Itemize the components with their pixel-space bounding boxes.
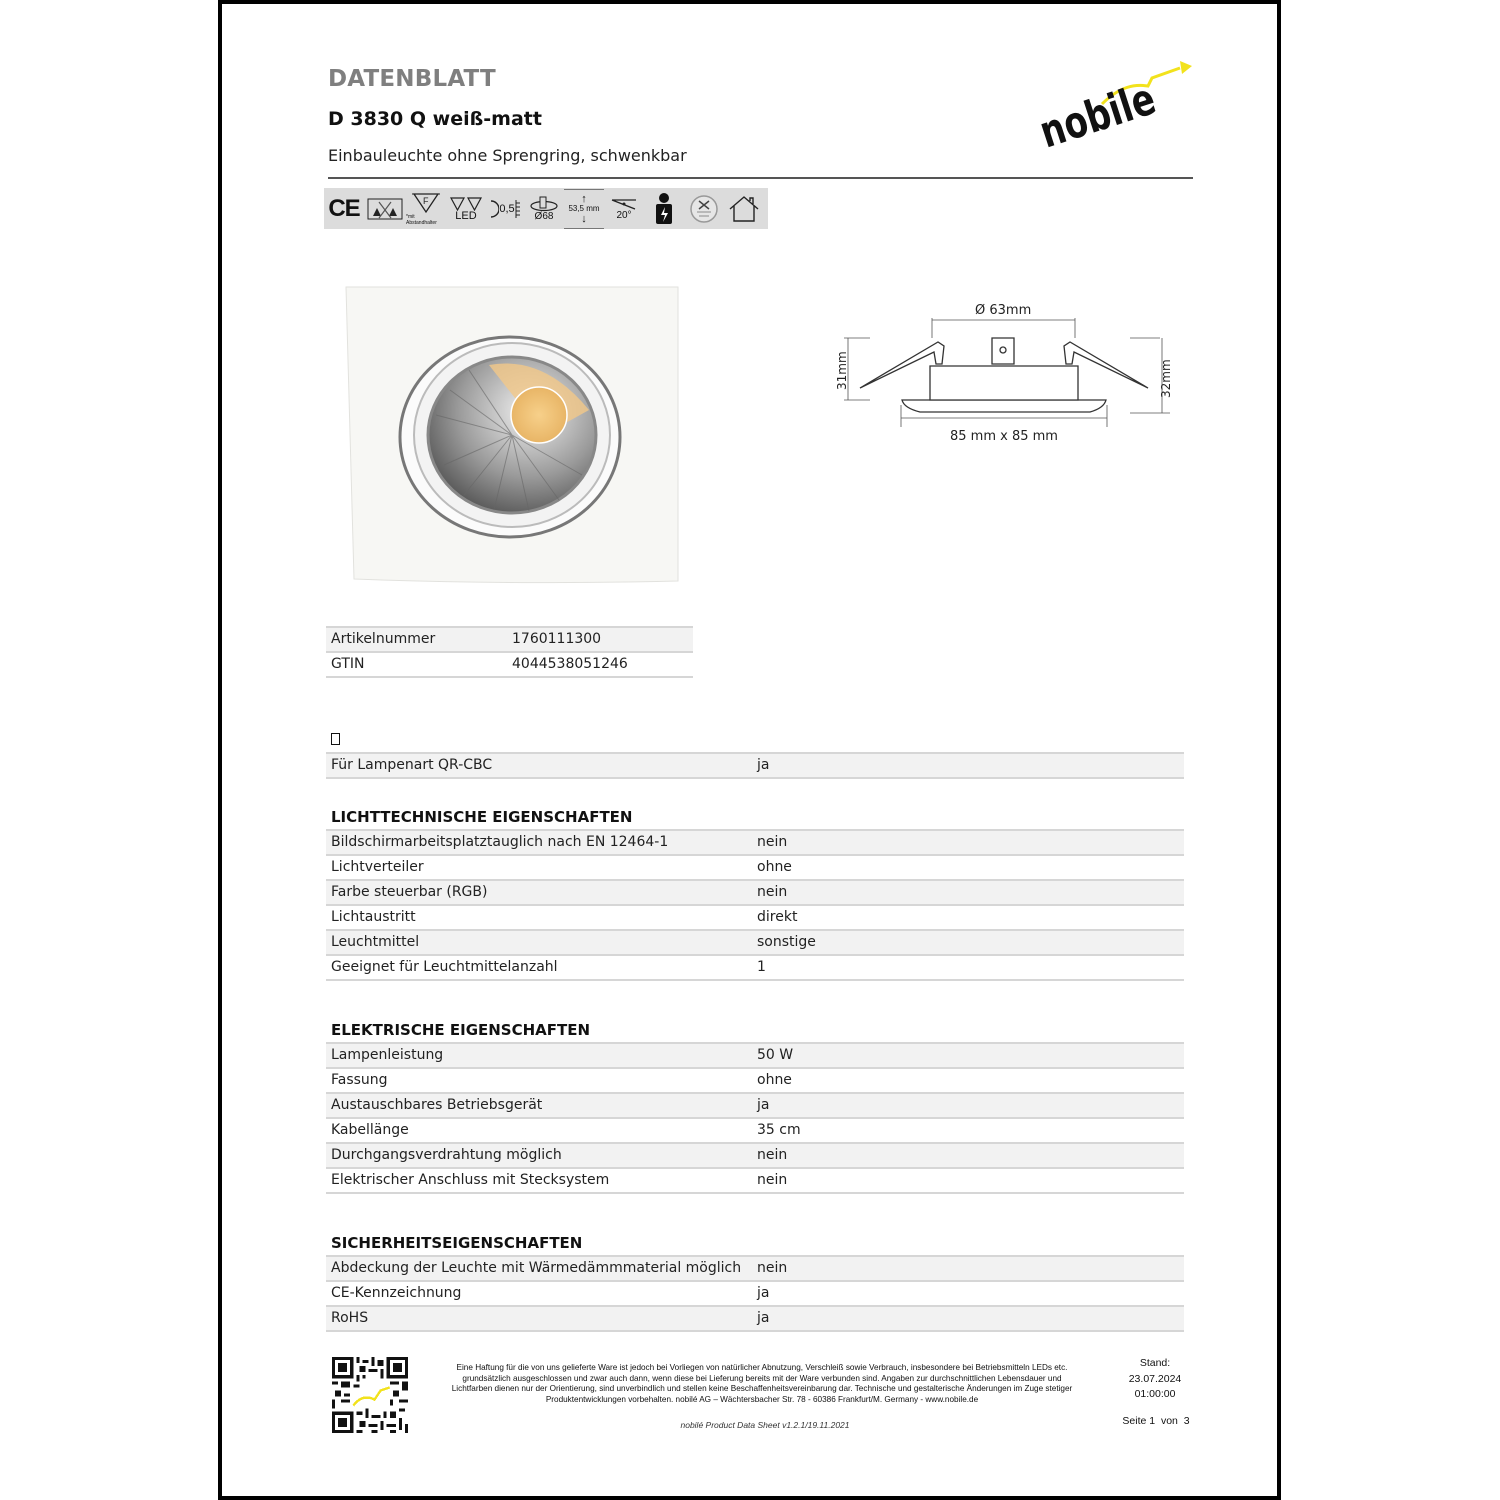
- row-key: Für Lampenart QR-CBC: [331, 757, 493, 773]
- indoor-house-icon: [724, 188, 764, 229]
- no-flammable-surface-icon: [364, 188, 406, 229]
- row-value: nein: [757, 884, 788, 900]
- height-right-label: 32mm: [1159, 359, 1173, 398]
- stand-label: Stand:: [1139, 1357, 1171, 1369]
- disclaimer-line: Produktentwicklungen vorbehalten. nobilé AG – Wächtersbacher Str. 78 - 60386 Frankfurt/M. Germany - www.nobile.de: [545, 1394, 979, 1404]
- electrician-icon: [644, 188, 684, 229]
- table-row: [326, 904, 1184, 929]
- row-value: 50 W: [757, 1047, 794, 1063]
- table-row: [326, 1092, 1184, 1117]
- table-row: [326, 1117, 1184, 1142]
- row-key: Bildschirmarbeitsplatztauglich nach EN 12464-1: [331, 834, 669, 850]
- spec-table-lichttechnisch: [326, 829, 1184, 981]
- row-value: ja: [757, 1285, 770, 1301]
- product-photo: [344, 285, 680, 585]
- diameter-label: Ø 63mm: [975, 303, 1032, 318]
- legal-disclaimer: [418, 1363, 1106, 1405]
- table-row: [326, 1142, 1184, 1167]
- row-value: ja: [757, 1097, 770, 1113]
- ce-mark-icon: CE: [328, 194, 360, 222]
- spec-table-general: [326, 752, 1184, 779]
- row-value: nein: [757, 1260, 788, 1276]
- page-number: Seite 1 von 3: [1122, 1415, 1190, 1427]
- cutout-diameter-icon: Ø68: [524, 188, 564, 229]
- svg-text:nobile: nobile: [1040, 62, 1195, 156]
- table-row: [326, 626, 693, 651]
- stand-block: [1118, 1356, 1192, 1403]
- row-value: ohne: [757, 859, 792, 875]
- table-row: [326, 929, 1184, 954]
- table-row: [326, 829, 1184, 854]
- row-key: Elektrischer Anschluss mit Stecksystem: [331, 1172, 610, 1188]
- table-row: [326, 879, 1184, 904]
- spec-table-elektrisch: [326, 1042, 1184, 1194]
- table-row: [326, 1255, 1184, 1280]
- header-divider: [328, 177, 1193, 179]
- missing-glyph-icon: [331, 733, 340, 745]
- disclaimer-line: Eine Haftung für die von uns gelieferte Ware ist jedoch bei Vorliegen von natürlicher Abnutzung, Verschleiß sowie Verbrauch, insbesondere bei Betriebsmitteln LEDs etc.: [456, 1363, 1068, 1372]
- height-left-label: 31mm: [835, 351, 849, 390]
- stand-time: 01:00:00: [1134, 1388, 1176, 1400]
- row-key: Fassung: [331, 1072, 388, 1088]
- footprint-label: 85 mm x 85 mm: [950, 429, 1058, 444]
- table-row: [326, 752, 1184, 779]
- row-key: Lichtaustritt: [331, 909, 416, 925]
- identifier-table: [326, 626, 693, 678]
- row-value: ja: [757, 1310, 770, 1326]
- row-value: nein: [757, 1172, 788, 1188]
- disclaimer-line: grundsätzlich ausgeschlossen und zwar auch dann, wenn diese bei Lieferung bereits mit der Ware verbunden sind. Angaben zur durchschnittlichen Lebensdauer und: [462, 1373, 1062, 1383]
- row-value: nein: [757, 1147, 788, 1163]
- row-key: Austauschbares Betriebsgerät: [331, 1097, 543, 1113]
- table-row: [326, 1067, 1184, 1092]
- product-subtitle: Einbauleuchte ohne Sprengring, schwenkbar: [328, 146, 687, 165]
- svg-text:F: F: [423, 195, 429, 206]
- row-value: sonstige: [757, 934, 816, 950]
- dimension-drawing: [830, 290, 1180, 450]
- no-insulation-cover-icon: [684, 188, 724, 229]
- row-key: Farbe steuerbar (RGB): [331, 884, 488, 900]
- row-value: 35 cm: [757, 1122, 801, 1138]
- row-key: Durchgangsverdrahtung möglich: [331, 1147, 562, 1163]
- row-key: RoHS: [331, 1310, 369, 1326]
- row-key: Lichtverteiler: [331, 859, 424, 875]
- row-key: Kabellänge: [331, 1122, 409, 1138]
- row-key: Abdeckung der Leuchte mit Wärmedämmmaterial möglich: [331, 1260, 742, 1276]
- row-key: Leuchtmittel: [331, 934, 420, 950]
- row-key: Lampenleistung: [331, 1047, 444, 1063]
- document-kicker: DATENBLATT: [328, 66, 496, 92]
- table-row: [326, 1167, 1184, 1194]
- installation-depth-icon: ↑ 53,5 mm ↓: [564, 189, 604, 229]
- disclaimer-line: Lichtfarben dienen nur der Orientierung, sind unverbindlich und stellen keine Beschaffenheitsvereinbarung dar. Technische und gestalterische Änderungen im Zuge stetiger: [451, 1384, 1073, 1394]
- stand-date: 23.07.2024: [1128, 1372, 1182, 1385]
- nobile-logo: [1040, 56, 1200, 156]
- table-row: [326, 1305, 1184, 1332]
- min-distance-icon: 0,5: [486, 188, 524, 229]
- certification-icon-bar: [324, 188, 768, 229]
- row-value: 4044538051246: [512, 656, 628, 672]
- table-row: [326, 954, 1184, 981]
- row-key: CE-Kennzeichnung: [331, 1285, 462, 1301]
- f-mark-icon: F *mit Abstandhalter: [406, 195, 437, 226]
- spec-table-sicherheit: [326, 1255, 1184, 1332]
- row-value: nein: [757, 834, 788, 850]
- row-value: 1: [757, 959, 766, 975]
- table-row: [326, 854, 1184, 879]
- table-row: [326, 1042, 1184, 1067]
- product-title: D 3830 Q weiß-matt: [328, 108, 542, 130]
- row-value: direkt: [757, 909, 798, 925]
- table-row: [326, 1280, 1184, 1305]
- row-key: GTIN: [331, 656, 365, 672]
- row-value: 1760111300: [512, 631, 602, 647]
- row-value: ja: [757, 757, 770, 773]
- document-version: nobilé Product Data Sheet v1.2.1/19.11.2021: [680, 1420, 850, 1430]
- row-value: ohne: [757, 1072, 792, 1088]
- tilt-angle-icon: 20°: [604, 188, 644, 229]
- row-key: Geeignet für Leuchtmittelanzahl: [331, 959, 558, 975]
- row-key: Artikelnummer: [331, 631, 436, 647]
- section-title-elektrisch: ELEKTRISCHE EIGENSCHAFTEN: [331, 1021, 591, 1039]
- table-row: [326, 651, 693, 678]
- section-title-sicherheit: SICHERHEITSEIGENSCHAFTEN: [331, 1234, 583, 1252]
- mm-led-icon: LED: [446, 188, 486, 229]
- logo-arrow-icon: [1040, 56, 1200, 156]
- section-title-lichttechnisch: LICHTTECHNISCHE EIGENSCHAFTEN: [331, 808, 633, 826]
- qr-code[interactable]: [332, 1357, 408, 1433]
